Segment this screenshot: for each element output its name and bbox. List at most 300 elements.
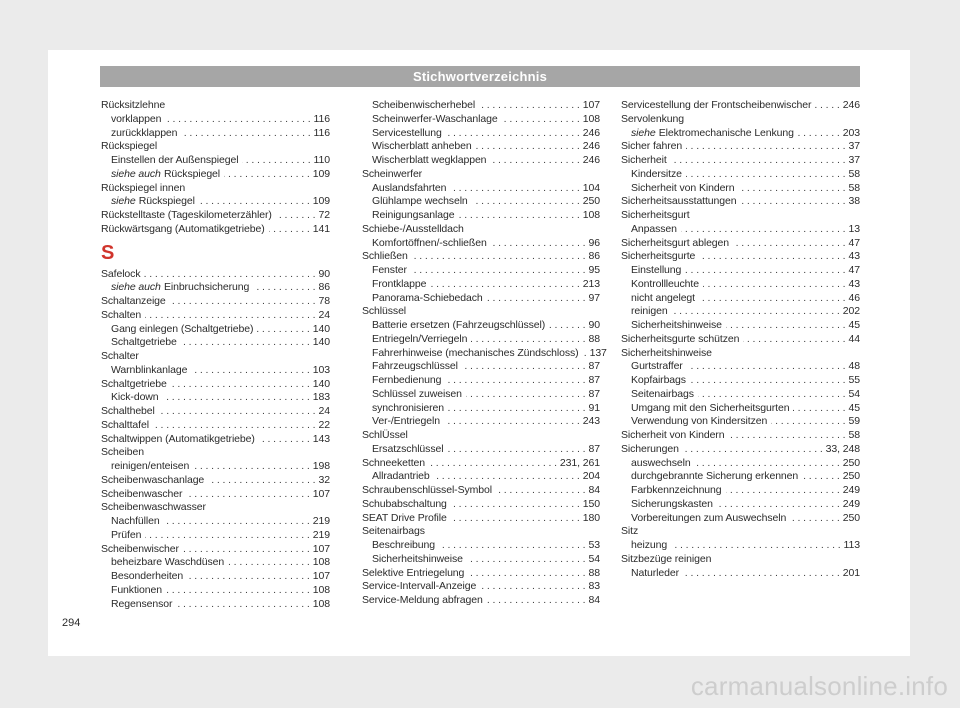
index-subentry xyxy=(621,415,860,429)
entry-term-text: Sitzbezüge reinigen xyxy=(621,552,712,565)
entry-term-text: Fenster xyxy=(372,264,407,276)
entry-term-text: Schaltgetriebe xyxy=(111,336,177,349)
dot-leader xyxy=(479,99,580,113)
index-entry xyxy=(362,525,600,539)
entry-term-text: Reinigungsanlage xyxy=(372,209,455,221)
entry-term xyxy=(631,292,695,306)
entry-term xyxy=(111,598,172,612)
dot-leader xyxy=(159,405,316,419)
entry-term xyxy=(631,470,798,484)
index-entry xyxy=(621,99,860,113)
dot-leader xyxy=(467,553,586,567)
entry-page-number: 109 xyxy=(312,167,330,180)
entry-term-text: Kick-down xyxy=(111,391,159,404)
entry-page-number: 246 xyxy=(582,126,600,139)
dot-leader xyxy=(703,278,846,292)
dot-leader xyxy=(181,127,310,141)
entry-term-text: reinigen/enteisen xyxy=(111,460,190,472)
index-subentry xyxy=(101,460,330,474)
entry-page-number: 246 xyxy=(582,154,600,166)
entry-term xyxy=(631,127,794,141)
entry-page-number: 47 xyxy=(848,264,860,276)
entry-term xyxy=(362,305,406,319)
entry-page-number: 58 xyxy=(848,167,860,180)
entry-term-text: Schaltwippen (Automatikgetriebe) xyxy=(101,432,255,445)
index-subentry xyxy=(362,99,600,113)
dot-leader xyxy=(738,182,845,196)
dot-leader xyxy=(434,470,580,484)
index-subentry xyxy=(101,556,330,570)
entry-page-number: 86 xyxy=(588,250,600,263)
entry-term-text: Auslandsfahrten xyxy=(372,181,447,194)
index-subentry xyxy=(362,360,600,374)
index-entry xyxy=(101,419,330,433)
entry-term xyxy=(101,433,255,447)
dot-leader xyxy=(743,333,845,347)
entry-term xyxy=(621,113,684,127)
entry-term xyxy=(362,498,447,512)
entry-page-number: 91 xyxy=(588,401,600,414)
dot-leader xyxy=(741,195,846,209)
dot-leader xyxy=(176,598,309,612)
index-entry xyxy=(101,378,330,392)
entry-page-number: 198 xyxy=(312,460,330,472)
entry-term-text: Fahrerhinweise (mechanisches Zündschloss) xyxy=(372,346,579,359)
entry-term xyxy=(101,474,204,488)
dot-leader xyxy=(683,567,840,581)
entry-page-number: 140 xyxy=(312,336,330,349)
entry-page-number: 231, 261 xyxy=(559,456,600,469)
entry-page-number: 32 xyxy=(318,473,330,486)
dot-leader xyxy=(771,415,845,429)
entry-page-number: 141 xyxy=(312,222,330,235)
dot-leader xyxy=(458,209,579,223)
entry-page-number: 107 xyxy=(312,542,330,555)
entry-term xyxy=(631,168,682,182)
entry-term-text: SchlÜssel xyxy=(362,429,408,441)
index-entry xyxy=(101,209,330,223)
dot-leader xyxy=(411,264,586,278)
dot-leader xyxy=(193,460,309,474)
entry-term xyxy=(631,388,694,402)
index-subentry xyxy=(101,154,330,168)
entry-term-text: Schlüssel xyxy=(362,305,407,318)
index-entry xyxy=(101,140,330,154)
entry-term xyxy=(111,336,177,350)
dot-leader xyxy=(487,594,586,608)
index-subentry xyxy=(621,388,860,402)
dot-leader xyxy=(430,278,579,292)
entry-page-number: 84 xyxy=(588,594,600,606)
entry-page-number: 201 xyxy=(842,566,860,579)
entry-term-text: Schneeketten xyxy=(362,456,426,469)
entry-term xyxy=(631,223,677,237)
index-column-2 xyxy=(362,99,607,608)
entry-term-text: Safelock xyxy=(101,267,141,280)
dot-leader xyxy=(480,580,585,594)
entry-page-number: 59 xyxy=(848,415,860,428)
entry-term-text: Scheibenwaschanlage xyxy=(101,473,205,486)
entry-term xyxy=(631,457,691,471)
dot-leader xyxy=(793,402,845,416)
entry-term xyxy=(631,512,786,526)
entry-term xyxy=(621,99,811,113)
index-subentry xyxy=(101,584,330,598)
entry-term-text: Vorbereitungen zum Auswechseln xyxy=(631,511,787,524)
page-number: 294 xyxy=(62,617,81,629)
dot-leader xyxy=(686,168,846,182)
entry-page-number: 213 xyxy=(582,277,600,290)
index-entry xyxy=(621,195,860,209)
entry-page-number: 33, 248 xyxy=(825,442,860,455)
entry-term xyxy=(372,99,475,113)
index-subentry xyxy=(101,391,330,405)
index-subentry xyxy=(362,127,600,141)
index-subentry xyxy=(621,374,860,388)
dot-leader xyxy=(446,127,580,141)
index-entry xyxy=(621,154,860,168)
index-subentry xyxy=(362,264,600,278)
index-entry xyxy=(621,250,860,264)
index-subentry xyxy=(101,113,330,127)
entry-term-text: Rückspiegel xyxy=(163,167,221,180)
index-entry xyxy=(101,295,330,309)
entry-page-number: 107 xyxy=(312,487,330,500)
entry-term xyxy=(362,223,464,237)
entry-term-text: Wischerblatt wegklappen xyxy=(372,154,487,166)
entry-term xyxy=(372,237,487,251)
index-entry xyxy=(362,567,600,581)
entry-term xyxy=(362,429,408,443)
entry-page-number: 104 xyxy=(582,181,600,194)
entry-page-number: 110 xyxy=(313,154,330,166)
entry-term xyxy=(101,446,144,460)
entry-term-text: Fernbedienung xyxy=(372,374,442,386)
index-subentry xyxy=(362,140,600,154)
index-subentry xyxy=(362,237,600,251)
entry-page-number: 24 xyxy=(318,308,330,321)
entry-page-number: 150 xyxy=(582,497,600,510)
entry-term-text: Rückspiegel xyxy=(101,140,158,153)
watermark-text: carmanualsonline.info xyxy=(690,671,948,701)
entry-page-number: 46 xyxy=(848,291,860,304)
entry-term xyxy=(372,264,407,278)
entry-term-text: Sicherheitsgurte xyxy=(621,250,696,263)
entry-term xyxy=(621,140,682,154)
entry-page-number: 90 xyxy=(318,267,330,280)
entry-term-text: Gang einlegen (Schaltgetriebe) xyxy=(111,322,254,335)
entry-term-text: Scheibenwaschwasser xyxy=(101,501,206,514)
dot-leader xyxy=(166,584,310,598)
entry-term-text: Sitz xyxy=(621,525,639,538)
dot-leader xyxy=(429,457,557,471)
index-subentry xyxy=(362,553,600,567)
index-subentry xyxy=(621,402,860,416)
entry-term-text: Scheinwerfer-Waschanlage xyxy=(372,112,498,125)
index-subentry xyxy=(621,264,860,278)
dot-leader xyxy=(476,140,580,154)
entry-page-number: 107 xyxy=(312,570,330,582)
entry-page-number: 113 xyxy=(843,539,860,551)
entry-term-text: Scheibenwischerhebel xyxy=(372,99,476,111)
entry-term-text: vorklappen xyxy=(111,112,162,125)
entry-page-number: 108 xyxy=(312,583,330,596)
index-entry xyxy=(362,429,600,443)
entry-term xyxy=(631,402,789,416)
index-subentry xyxy=(362,319,600,333)
entry-term xyxy=(111,364,187,378)
entry-term-text: Scheiben xyxy=(101,446,144,459)
entry-term-text: Rücksitzlehne xyxy=(101,99,166,111)
entry-page-number: 109 xyxy=(312,195,330,208)
index-entry xyxy=(362,250,600,264)
entry-term xyxy=(621,250,695,264)
entry-term xyxy=(101,223,265,237)
entry-term-text: SEAT Drive Profile xyxy=(362,511,447,524)
entry-term-text: Schalter xyxy=(101,350,139,362)
entry-term-text: Sicherheit xyxy=(621,154,667,166)
entry-page-number: 108 xyxy=(582,112,600,125)
index-entry xyxy=(621,429,860,443)
dot-leader xyxy=(462,360,586,374)
entry-page-number: 243 xyxy=(582,415,600,428)
dot-leader xyxy=(690,374,846,388)
entry-page-number: 203 xyxy=(842,126,860,139)
entry-term-text: Kontrollleuchte xyxy=(631,277,699,290)
entry-term xyxy=(111,127,177,141)
entry-term-text: Farbkennzeichnung xyxy=(631,484,722,496)
entry-page-number: 96 xyxy=(588,236,600,249)
dot-leader xyxy=(259,433,310,447)
index-subentry xyxy=(621,470,860,484)
dot-leader xyxy=(145,529,309,543)
entry-term xyxy=(621,553,711,567)
dot-leader xyxy=(671,154,846,168)
index-entry xyxy=(362,223,600,237)
entry-page-number: 45 xyxy=(848,401,860,414)
entry-page-number: 58 xyxy=(848,429,860,441)
entry-term-text: Rückspiegel innen xyxy=(101,181,186,194)
entry-term xyxy=(101,419,149,433)
entry-term-text: Sicher fahren xyxy=(621,140,683,153)
dot-leader xyxy=(444,415,580,429)
index-subentry xyxy=(621,182,860,196)
index-entry xyxy=(101,488,330,502)
dot-leader xyxy=(253,281,315,295)
dot-leader xyxy=(699,292,846,306)
cross-reference-prefix: siehe auch xyxy=(111,167,161,180)
dot-leader xyxy=(228,556,310,570)
entry-page-number: 43 xyxy=(848,277,860,290)
entry-term-text: Einstellung xyxy=(631,264,682,276)
entry-term xyxy=(372,319,545,333)
entry-term-text: Servicestellung der Frontscheibenwischer xyxy=(621,99,812,111)
dot-leader xyxy=(672,305,840,319)
entry-page-number: 84 xyxy=(588,484,600,496)
dot-leader xyxy=(199,195,310,209)
dot-leader xyxy=(187,570,310,584)
entry-term xyxy=(631,182,734,196)
entry-page-number: 38 xyxy=(848,195,860,208)
index-subentry xyxy=(362,278,600,292)
index-entry xyxy=(362,498,600,512)
dot-leader xyxy=(447,443,585,457)
entry-page-number: 250 xyxy=(582,195,600,208)
entry-term-text: Glühlampe wechseln xyxy=(372,195,468,208)
dot-leader xyxy=(145,309,315,323)
entry-term-text: Service-Intervall-Anzeige xyxy=(362,580,477,593)
dot-leader xyxy=(257,323,309,337)
entry-page-number: 180 xyxy=(582,511,600,524)
entry-term xyxy=(631,360,683,374)
entry-term-text: Wischerblatt anheben xyxy=(372,140,472,153)
index-entry xyxy=(362,512,600,526)
index-subentry xyxy=(362,113,600,127)
index-subentry xyxy=(101,168,330,182)
entry-term-text: Scheibenwischer xyxy=(101,542,179,555)
entry-term-text: Naturleder xyxy=(631,566,680,579)
index-entry xyxy=(621,237,860,251)
entry-term xyxy=(372,347,579,361)
entry-term xyxy=(111,168,220,182)
dot-leader xyxy=(502,113,580,127)
entry-term-text: Regensensor xyxy=(111,597,173,610)
entry-page-number: 47 xyxy=(848,236,860,249)
entry-term xyxy=(372,388,462,402)
index-subentry xyxy=(362,209,600,223)
entry-term xyxy=(621,525,638,539)
index-subentry xyxy=(621,512,860,526)
entry-term xyxy=(101,309,141,323)
entry-term xyxy=(631,278,699,292)
entry-term-text: beheizbare Waschdüsen xyxy=(111,556,225,569)
dot-leader xyxy=(276,209,316,223)
index-subentry xyxy=(101,336,330,350)
entry-term-text: Sicherungen xyxy=(621,442,679,455)
entry-page-number: 140 xyxy=(312,377,330,390)
index-subentry xyxy=(621,457,860,471)
entry-term xyxy=(372,209,454,223)
entry-term-text: Servolenkung xyxy=(621,112,685,125)
entry-term xyxy=(101,488,182,502)
entry-term-text: Prüfen xyxy=(111,528,142,541)
index-entry xyxy=(101,350,330,364)
dot-leader xyxy=(242,154,310,168)
entry-term-text: Komfortöffnen/-schließen xyxy=(372,236,487,249)
entry-term-text: Sicherheitsgurt xyxy=(621,209,690,221)
entry-term-text: reinigen xyxy=(631,305,668,318)
index-subentry xyxy=(362,182,600,196)
entry-term xyxy=(101,209,272,223)
entry-term xyxy=(631,374,686,388)
entry-term-text: Seitenairbags xyxy=(631,387,694,400)
entry-term xyxy=(372,195,468,209)
entry-term xyxy=(372,154,486,168)
entry-term xyxy=(101,501,206,515)
index-subentry xyxy=(362,374,600,388)
entry-term-text: Fahrzeugschlüssel xyxy=(372,360,458,373)
entry-term xyxy=(372,182,446,196)
index-entry xyxy=(362,594,600,608)
dot-leader xyxy=(163,391,310,405)
dot-leader xyxy=(448,402,585,416)
entry-term xyxy=(621,333,739,347)
entry-page-number: 55 xyxy=(848,374,860,386)
entry-term-text: Scheinwerfer xyxy=(362,167,423,180)
entry-term xyxy=(621,195,737,209)
entry-term xyxy=(631,264,681,278)
dot-leader xyxy=(439,539,586,553)
entry-page-number: 90 xyxy=(588,319,600,331)
entry-term xyxy=(111,323,253,337)
entry-page-number: 246 xyxy=(582,140,600,153)
entry-term-text: Rückstelltaste (Tageskilometerzähler) xyxy=(101,209,272,221)
dot-leader xyxy=(815,99,839,113)
index-subentry xyxy=(101,515,330,529)
index-subentry xyxy=(621,319,860,333)
entry-page-number: 108 xyxy=(312,556,330,569)
dot-leader xyxy=(733,237,845,251)
entry-page-number: 250 xyxy=(842,470,860,483)
dot-leader xyxy=(224,168,310,182)
index-entry xyxy=(621,113,860,127)
entry-term xyxy=(111,570,183,584)
dot-leader xyxy=(269,223,310,237)
entry-term xyxy=(362,168,422,182)
entry-page-number: 24 xyxy=(318,405,330,417)
entry-term-text: Sicherheit von Kindern xyxy=(631,181,735,194)
index-subentry xyxy=(621,168,860,182)
index-entry xyxy=(101,405,330,419)
index-entry xyxy=(101,268,330,282)
index-subentry xyxy=(362,195,600,209)
index-subentry xyxy=(362,388,600,402)
index-subentry xyxy=(101,529,330,543)
entry-page-number: 78 xyxy=(318,295,330,307)
dot-leader xyxy=(186,488,309,502)
dot-leader xyxy=(181,336,310,350)
entry-term-text: Einbruchsicherung xyxy=(163,281,250,294)
entry-term-text: Warnblinkanlage xyxy=(111,363,188,376)
dot-leader xyxy=(468,567,585,581)
index-subentry xyxy=(101,570,330,584)
entry-term-text: Schaltanzeige xyxy=(101,295,166,307)
entry-term-text: Ver-/Entriegeln xyxy=(372,415,440,428)
entry-term xyxy=(621,429,724,443)
entry-term-text: Kindersitze xyxy=(631,167,682,180)
entry-page-number: 53 xyxy=(588,539,600,551)
entry-term-text: Selektive Entriegelung xyxy=(362,566,465,579)
entry-page-number: 249 xyxy=(842,484,860,496)
entry-page-number: 219 xyxy=(312,515,330,527)
index-entry xyxy=(101,501,330,515)
entry-term-text: zurückklappen xyxy=(111,126,178,139)
index-entry xyxy=(101,223,330,237)
entry-term-text: Rückspiegel xyxy=(138,195,195,208)
entry-term xyxy=(101,295,166,309)
dot-leader xyxy=(681,223,846,237)
entry-term xyxy=(372,415,440,429)
entry-term xyxy=(111,556,224,570)
index-subentry xyxy=(621,278,860,292)
entry-page-number: 143 xyxy=(312,432,330,445)
index-entry xyxy=(621,553,860,567)
index-subentry xyxy=(621,305,860,319)
index-subentry xyxy=(101,281,330,295)
entry-term-text: Verwendung von Kindersitzen xyxy=(631,415,768,428)
index-entry xyxy=(362,457,600,471)
entry-term xyxy=(101,378,167,392)
